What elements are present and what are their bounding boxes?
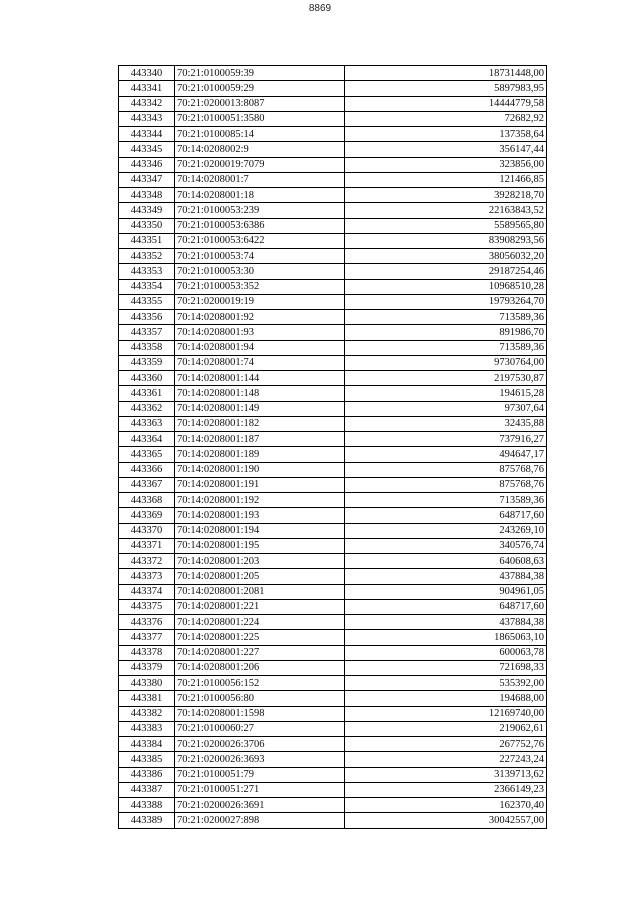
row-number-cell: 443386 [119,767,175,782]
row-number-cell: 443341 [119,81,175,96]
row-number-cell: 443345 [119,142,175,157]
cadastral-value-cell: 323856,00 [345,157,547,172]
cadastral-value-cell: 267752,76 [345,737,547,752]
table-row [119,233,547,248]
cadastral-value-cell: 22163843,52 [345,203,547,218]
table-row [119,310,547,325]
cadastral-value-cell: 2197530,87 [345,371,547,386]
row-number-cell: 443384 [119,737,175,752]
table-row [119,340,547,355]
cadastral-number-cell: 70:14:0208001:74 [175,355,345,370]
table-row [119,325,547,340]
table-row [119,767,547,782]
table-row [119,477,547,492]
cadastral-number-cell: 70:21:0100051:3580 [175,111,345,126]
row-number-cell: 443374 [119,584,175,599]
page-number: 8869 [308,3,332,14]
row-number-cell: 443385 [119,752,175,767]
row-number-cell: 443373 [119,569,175,584]
cadastral-value-cell: 227243,24 [345,752,547,767]
cadastral-number-cell: 70:14:0208001:7 [175,172,345,187]
cadastral-number-cell: 70:21:0100053:352 [175,279,345,294]
cadastral-value-cell: 5897983,95 [345,81,547,96]
cadastral-value-cell: 904961,05 [345,584,547,599]
table-row [119,508,547,523]
row-number-cell: 443357 [119,325,175,340]
cadastral-number-cell: 70:21:0200019:19 [175,294,345,309]
row-number-cell: 443381 [119,691,175,706]
table-body [119,66,547,829]
cadastral-value-cell: 648717,60 [345,508,547,523]
cadastral-number-cell: 70:14:0208001:221 [175,599,345,614]
cadastral-value-cell: 713589,36 [345,310,547,325]
cadastral-value-cell: 29187254,46 [345,264,547,279]
table-row [119,706,547,721]
table-row [119,157,547,172]
cadastral-value-cell: 18731448,00 [345,66,547,81]
cadastral-number-cell: 70:14:0208001:227 [175,645,345,660]
table-row [119,554,547,569]
table-row [119,676,547,691]
table-row [119,798,547,813]
row-number-cell: 443359 [119,355,175,370]
row-number-cell: 443389 [119,813,175,828]
table-row [119,645,547,660]
cadastral-value-cell: 3139713,62 [345,767,547,782]
cadastral-number-cell: 70:21:0200026:3706 [175,737,345,752]
row-number-cell: 443342 [119,96,175,111]
cadastral-value-cell: 2366149,23 [345,782,547,797]
cadastral-number-cell: 70:14:0208001:18 [175,188,345,203]
cadastral-number-cell: 70:21:0200026:3691 [175,798,345,813]
cadastral-value-cell: 340576,74 [345,538,547,553]
cadastral-value-cell: 875768,76 [345,477,547,492]
row-number-cell: 443351 [119,233,175,248]
row-number-cell: 443353 [119,264,175,279]
table-row [119,584,547,599]
row-number-cell: 443350 [119,218,175,233]
cadastral-number-cell: 70:14:0208001:144 [175,371,345,386]
cadastral-number-cell: 70:14:0208001:187 [175,432,345,447]
row-number-cell: 443356 [119,310,175,325]
row-number-cell: 443371 [119,538,175,553]
cadastral-value-cell: 875768,76 [345,462,547,477]
cadastral-number-cell: 70:14:0208001:148 [175,386,345,401]
cadastral-value-cell: 19793264,70 [345,294,547,309]
row-number-cell: 443340 [119,66,175,81]
row-number-cell: 443379 [119,660,175,675]
row-number-cell: 443344 [119,127,175,142]
cadastral-number-cell: 70:21:0100053:30 [175,264,345,279]
table-row [119,81,547,96]
cadastral-number-cell: 70:14:0208001:193 [175,508,345,523]
row-number-cell: 443354 [119,279,175,294]
cadastral-value-cell: 243269,10 [345,523,547,538]
cadastral-number-cell: 70:21:0200019:7079 [175,157,345,172]
row-number-cell: 443360 [119,371,175,386]
table-row [119,96,547,111]
cadastral-number-cell: 70:14:0208001:206 [175,660,345,675]
row-number-cell: 443377 [119,630,175,645]
table-row [119,416,547,431]
cadastral-value-cell: 72682,92 [345,111,547,126]
cadastral-number-cell: 70:21:0100059:39 [175,66,345,81]
cadastral-number-cell: 70:21:0100051:79 [175,767,345,782]
table-row [119,691,547,706]
cadastral-number-cell: 70:21:0100085:14 [175,127,345,142]
cadastral-value-cell: 10968510,28 [345,279,547,294]
row-number-cell: 443348 [119,188,175,203]
row-number-cell: 443367 [119,477,175,492]
table-row [119,721,547,736]
cadastral-value-cell: 713589,36 [345,493,547,508]
cadastral-number-cell: 70:14:0208001:92 [175,310,345,325]
table-row [119,386,547,401]
table-row [119,782,547,797]
row-number-cell: 443361 [119,386,175,401]
cadastral-value-cell: 3928218,70 [345,188,547,203]
cadastral-number-cell: 70:21:0100056:152 [175,676,345,691]
cadastral-value-cell: 535392,00 [345,676,547,691]
table-row [119,432,547,447]
row-number-cell: 443380 [119,676,175,691]
row-number-cell: 443370 [119,523,175,538]
cadastral-number-cell: 70:14:0208001:192 [175,493,345,508]
table-row [119,264,547,279]
cadastral-value-cell: 9730764,00 [345,355,547,370]
cadastral-number-cell: 70:21:0200013:8087 [175,96,345,111]
table-row [119,66,547,81]
row-number-cell: 443349 [119,203,175,218]
cadastral-number-cell: 70:14:0208001:189 [175,447,345,462]
table-row [119,447,547,462]
cadastral-value-cell: 194688,00 [345,691,547,706]
cadastral-number-cell: 70:21:0100053:74 [175,249,345,264]
row-number-cell: 443362 [119,401,175,416]
cadastral-value-cell: 1865063,10 [345,630,547,645]
row-number-cell: 443352 [119,249,175,264]
cadastral-number-cell: 70:21:0100053:6422 [175,233,345,248]
cadastral-number-cell: 70:21:0200027:898 [175,813,345,828]
table-row [119,249,547,264]
cadastral-value-cell: 648717,60 [345,599,547,614]
cadastral-number-cell: 70:21:0200026:3693 [175,752,345,767]
table-row [119,493,547,508]
cadastral-value-cell: 219062,61 [345,721,547,736]
table-row [119,294,547,309]
cadastral-value-table [118,65,547,829]
row-number-cell: 443383 [119,721,175,736]
cadastral-number-cell: 70:21:0100053:6386 [175,218,345,233]
cadastral-number-cell: 70:21:0100059:29 [175,81,345,96]
cadastral-value-cell: 12169740,00 [345,706,547,721]
table-row [119,630,547,645]
table-row [119,142,547,157]
table-row [119,218,547,233]
cadastral-value-cell: 38056032,20 [345,249,547,264]
row-number-cell: 443387 [119,782,175,797]
cadastral-number-cell: 70:14:0208001:1598 [175,706,345,721]
table-row [119,111,547,126]
cadastral-value-cell: 721698,33 [345,660,547,675]
cadastral-number-cell: 70:14:0208001:149 [175,401,345,416]
cadastral-value-cell: 494647,17 [345,447,547,462]
cadastral-value-cell: 437884,38 [345,615,547,630]
cadastral-value-cell: 97307,64 [345,401,547,416]
row-number-cell: 443365 [119,447,175,462]
cadastral-number-cell: 70:14:0208001:205 [175,569,345,584]
row-number-cell: 443358 [119,340,175,355]
cadastral-number-cell: 70:14:0208001:182 [175,416,345,431]
cadastral-number-cell: 70:14:0208001:2081 [175,584,345,599]
row-number-cell: 443369 [119,508,175,523]
table-row [119,401,547,416]
cadastral-number-cell: 70:21:0100051:271 [175,782,345,797]
cadastral-value-cell: 121466,85 [345,172,547,187]
row-number-cell: 443364 [119,432,175,447]
cadastral-number-cell: 70:14:0208001:195 [175,538,345,553]
table-row [119,355,547,370]
row-number-cell: 443343 [119,111,175,126]
cadastral-number-cell: 70:14:0208001:93 [175,325,345,340]
table-row [119,615,547,630]
row-number-cell: 443382 [119,706,175,721]
cadastral-value-cell: 83908293,56 [345,233,547,248]
cadastral-value-cell: 14444779,58 [345,96,547,111]
row-number-cell: 443366 [119,462,175,477]
row-number-cell: 443368 [119,493,175,508]
row-number-cell: 443376 [119,615,175,630]
cadastral-number-cell: 70:14:0208001:191 [175,477,345,492]
cadastral-value-cell: 713589,36 [345,340,547,355]
row-number-cell: 443346 [119,157,175,172]
row-number-cell: 443378 [119,645,175,660]
row-number-cell: 443372 [119,554,175,569]
cadastral-value-cell: 640608,63 [345,554,547,569]
cadastral-value-cell: 137358,64 [345,127,547,142]
cadastral-number-cell: 70:14:0208001:203 [175,554,345,569]
table-row [119,599,547,614]
row-number-cell: 443355 [119,294,175,309]
table-row [119,279,547,294]
table-row [119,203,547,218]
cadastral-number-cell: 70:14:0208001:94 [175,340,345,355]
table-row [119,188,547,203]
row-number-cell: 443375 [119,599,175,614]
cadastral-number-cell: 70:21:0100053:239 [175,203,345,218]
cadastral-value-cell: 891986,70 [345,325,547,340]
cadastral-number-cell: 70:14:0208001:225 [175,630,345,645]
table-row [119,752,547,767]
cadastral-number-cell: 70:14:0208001:194 [175,523,345,538]
table-row [119,127,547,142]
cadastral-value-cell: 5589565,80 [345,218,547,233]
cadastral-value-cell: 30042557,00 [345,813,547,828]
table-row [119,523,547,538]
table-row [119,371,547,386]
row-number-cell: 443388 [119,798,175,813]
cadastral-value-cell: 600063,78 [345,645,547,660]
cadastral-value-cell: 32435,88 [345,416,547,431]
table-row [119,569,547,584]
cadastral-number-cell: 70:14:0208001:190 [175,462,345,477]
cadastral-value-cell: 356147,44 [345,142,547,157]
cadastral-number-cell: 70:21:0100056:80 [175,691,345,706]
cadastral-value-cell: 437884,38 [345,569,547,584]
table-row [119,172,547,187]
table-row [119,660,547,675]
cadastral-number-cell: 70:14:0208001:224 [175,615,345,630]
table-row [119,538,547,553]
cadastral-value-cell: 737916,27 [345,432,547,447]
cadastral-value-cell: 194615,28 [345,386,547,401]
table-row [119,737,547,752]
row-number-cell: 443363 [119,416,175,431]
table-row [119,813,547,828]
cadastral-value-cell: 162370,40 [345,798,547,813]
table-row [119,462,547,477]
cadastral-number-cell: 70:14:0208002:9 [175,142,345,157]
row-number-cell: 443347 [119,172,175,187]
cadastral-number-cell: 70:21:0100060:27 [175,721,345,736]
